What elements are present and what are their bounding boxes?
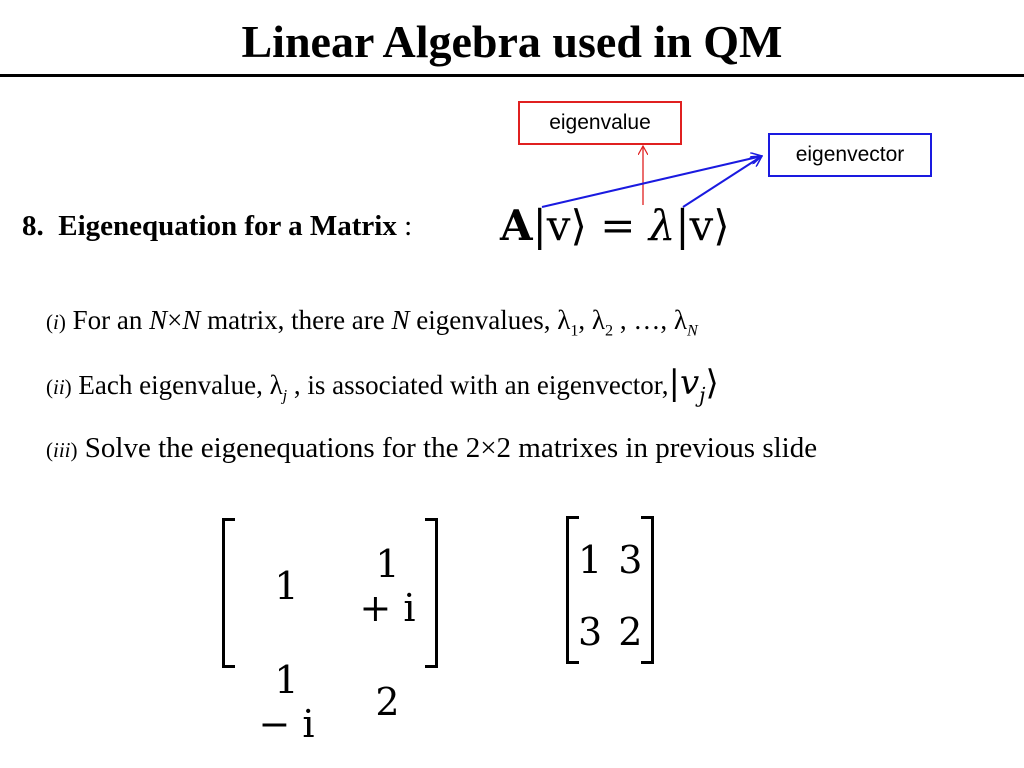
- item-marker: (i): [46, 310, 66, 334]
- matrix-real: [566, 516, 654, 664]
- equals-sign: =: [600, 201, 636, 250]
- left-bracket: [222, 518, 235, 668]
- eigenvector-callout: eigenvector: [768, 133, 932, 177]
- item-marker: (iii): [46, 438, 78, 462]
- matrix-cell: 1: [274, 564, 299, 608]
- matrix-cell: 3: [578, 610, 603, 654]
- matrix-complex: [222, 518, 438, 746]
- matrix-cell: 1 + i: [359, 542, 416, 630]
- matrix-cell: 2: [375, 680, 400, 724]
- section-heading: [22, 206, 412, 246]
- rhs-ket: |v⟩: [675, 201, 730, 250]
- section-colon: :: [404, 210, 413, 242]
- list-item-ii: (ii) Each eigenvalue, $\lambda_j$ , is associated with an $eigenvector,|v_j⟩$: [46, 363, 719, 407]
- eigenvalue-callout: eigenvalue: [518, 101, 682, 145]
- slide-title: Linear Algebra used in QM: [241, 16, 783, 67]
- lambda-symbol: λ: [648, 201, 676, 250]
- matrix-symbol: A: [500, 201, 533, 250]
- lhs-ket: |v⟩: [532, 201, 587, 250]
- matrix-cell: 3: [618, 538, 643, 582]
- matrix-cell: 1 − i: [258, 658, 315, 746]
- right-bracket: [425, 518, 438, 668]
- right-bracket: [641, 516, 654, 664]
- matrix-cell: 2: [618, 610, 643, 654]
- eigenvector-ket: $|v_j⟩$: [668, 363, 719, 407]
- list-item-i: (i) For an N×N matrix, there are N eigenvalues, $\lambda_1$, $\lambda_2$ , …, $\lambda_N$: [46, 305, 698, 340]
- matrix-cell: 1: [578, 538, 603, 582]
- section-label: Eigenequation for a Matrix: [58, 210, 397, 242]
- eigen-equation: [500, 198, 730, 254]
- list-item-iii: (iii) Solve the eigenequations for the 2×2 matrixes in previous slide: [46, 432, 818, 464]
- section-number: 8.: [22, 210, 44, 242]
- item-marker: (ii): [46, 375, 72, 399]
